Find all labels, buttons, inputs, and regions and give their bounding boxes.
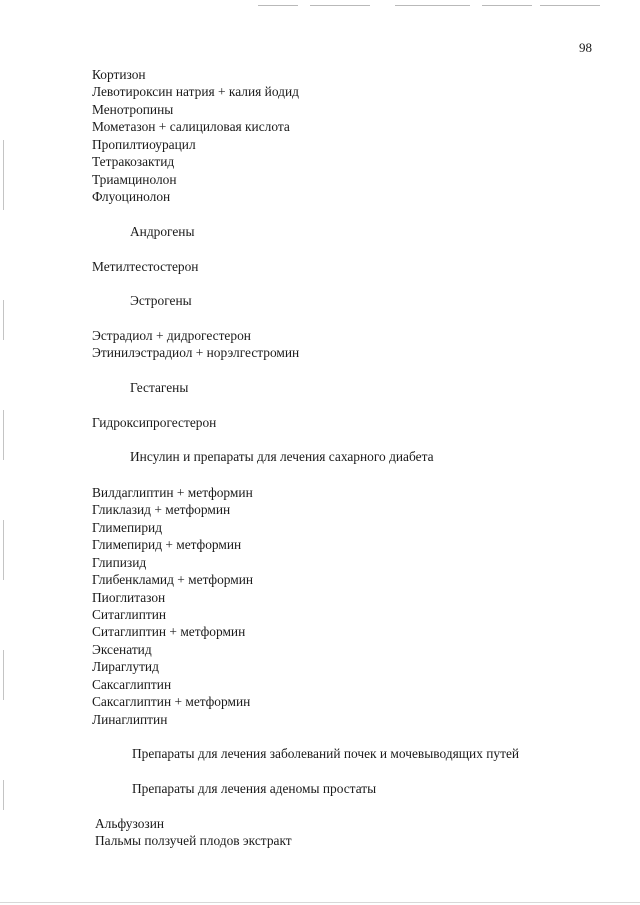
drug-item: Левотироксин натрия + калия йодид xyxy=(92,84,299,99)
drug-item: Этинилэстрадиол + норэлгестромин xyxy=(92,345,300,360)
drug-item: Ситаглиптин + метформин xyxy=(92,624,246,639)
drug-item: Глипизид xyxy=(92,555,147,570)
drug-item: Гликлазид + метформин xyxy=(92,502,231,517)
page-number: 98 xyxy=(579,40,592,55)
drug-item: Мометазон + салициловая кислота xyxy=(92,119,290,134)
drug-item: Глимепирид xyxy=(92,520,163,535)
drug-item: Триамцинолон xyxy=(92,172,177,187)
scan-left-edge xyxy=(3,650,4,700)
section-heading-prostate: Препараты для лечения аденомы простаты xyxy=(132,781,377,796)
section-heading-kidney: Препараты для лечения заболеваний почек и мочевыводящих путей xyxy=(132,746,520,761)
drug-item: Гидроксипрогестерон xyxy=(92,415,217,430)
drug-item: Пропилтиоурацил xyxy=(92,137,196,152)
scan-left-edge xyxy=(3,300,4,340)
scan-left-edge xyxy=(3,410,4,460)
drug-item: Лираглутид xyxy=(92,659,159,674)
drug-item: Флуоцинолон xyxy=(92,189,171,204)
drug-item: Пиоглитазон xyxy=(92,590,166,605)
drug-item: Альфузозин xyxy=(95,816,165,831)
scan-left-edge xyxy=(3,780,4,810)
drug-item: Саксаглиптин xyxy=(92,677,172,692)
scan-left-edge xyxy=(3,520,4,580)
scan-left-edge xyxy=(3,140,4,210)
drug-item: Вилдаглиптин + метформин xyxy=(92,485,253,500)
drug-item: Менотропины xyxy=(92,102,174,117)
drug-item: Пальмы ползучей плодов экстракт xyxy=(95,833,292,848)
section-heading-estrogens: Эстрогены xyxy=(130,293,192,308)
drug-item: Глибенкламид + метформин xyxy=(92,572,254,587)
drug-item: Эксенатид xyxy=(92,642,152,657)
drug-item: Кортизон xyxy=(92,67,146,82)
scan-top-edge xyxy=(0,0,640,10)
drug-item: Ситаглиптин xyxy=(92,607,167,622)
section-heading-gestagens: Гестагены xyxy=(130,380,189,395)
section-heading-androgens: Андрогены xyxy=(130,224,195,239)
drug-item: Эстрадиол + дидрогестерон xyxy=(92,328,251,343)
drug-item: Тетракозактид xyxy=(92,154,175,169)
drug-item: Метилтестостерон xyxy=(92,259,199,274)
drug-item: Глимепирид + метформин xyxy=(92,537,242,552)
drug-item: Саксаглиптин + метформин xyxy=(92,694,251,709)
drug-item: Линаглиптин xyxy=(92,712,168,727)
scan-bottom-edge xyxy=(0,902,640,903)
section-heading-insulin: Инсулин и препараты для лечения сахарного диабета xyxy=(130,449,434,464)
